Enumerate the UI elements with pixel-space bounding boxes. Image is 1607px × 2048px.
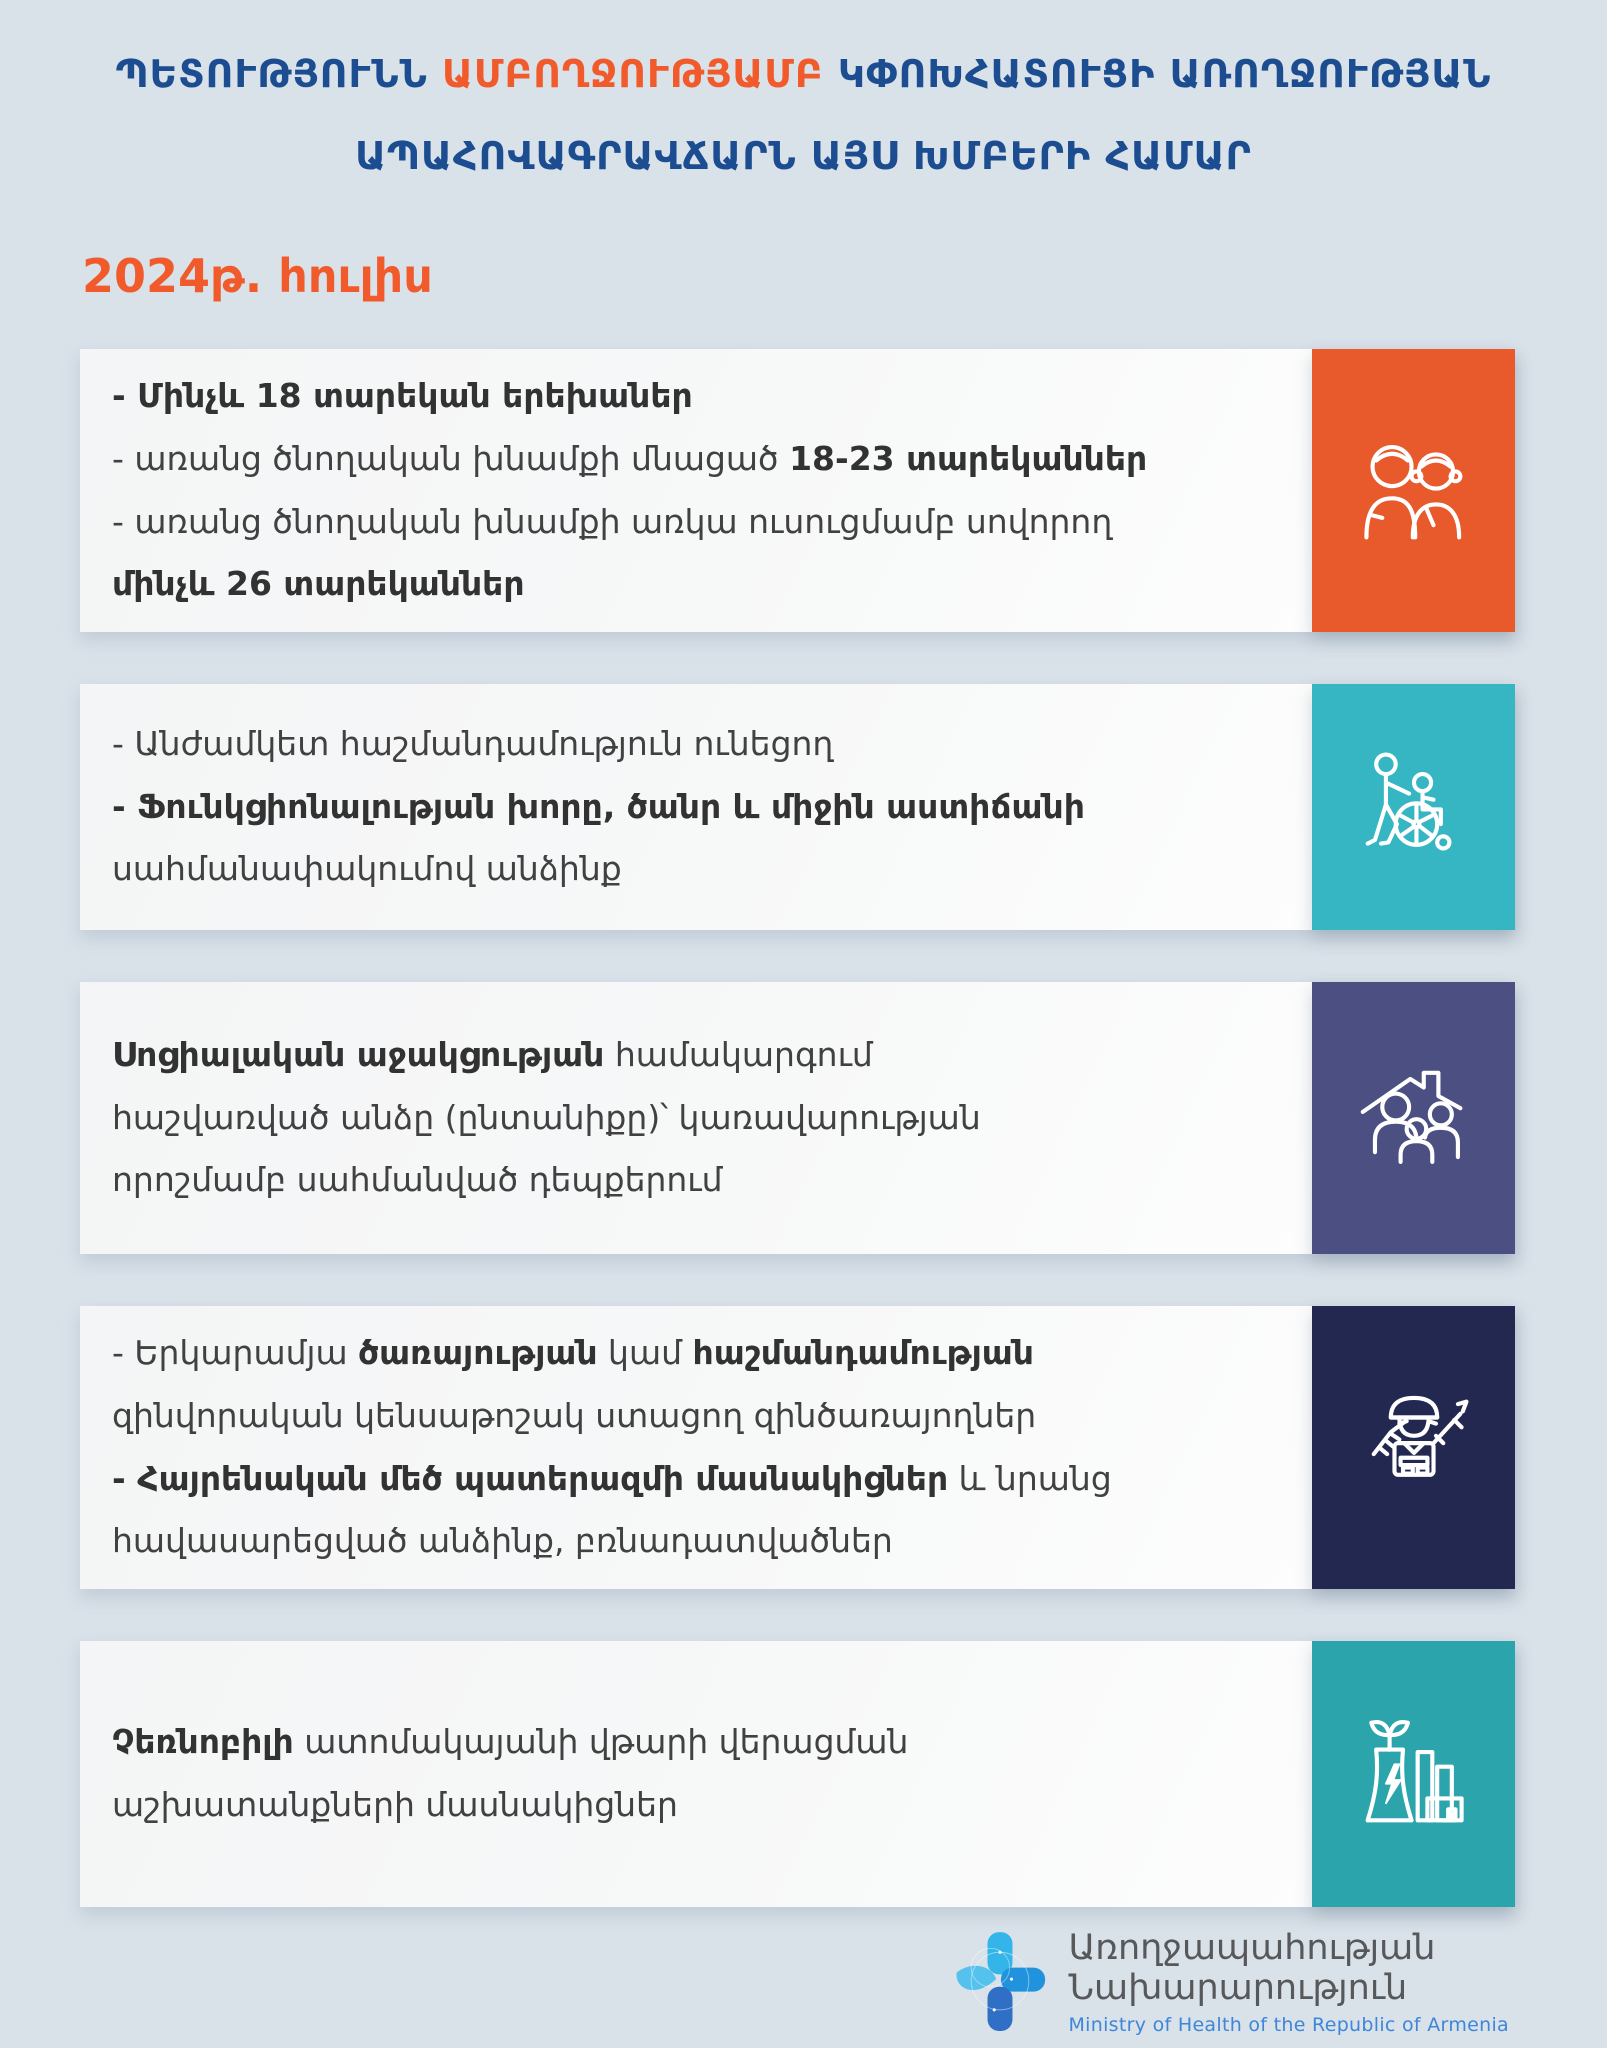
card-text-bold: Սոցիալական աջակցության (112, 1035, 605, 1075)
title-text: ԿՓՈԽՀԱՏՈՒՑԻ ԱՌՈՂՋՈՒԹՅԱՆ (823, 52, 1492, 96)
card-text: - առանց ծնողական խնամքի առկա ուսուցմամբ սովորող (112, 501, 1113, 541)
card-text: համակարգում (604, 1035, 873, 1075)
children-icon-box (1312, 349, 1515, 632)
title-line-2: ԱՊԱՀՈՎԱԳՐԱՎՃԱՐՆ ԱՅՍ ԽՄԲԵՐԻ ՀԱՄԱՐ (355, 133, 1252, 178)
eligibility-card (80, 684, 1515, 930)
card-text-bold: Ֆունկցիոնալության խորը, ծանր և միջին աստիճանի (137, 786, 1085, 826)
cards-list (80, 349, 1515, 1907)
card-text: կամ (597, 1333, 693, 1373)
card-text: աշխատանքների մասնակիցներ (112, 1784, 678, 1824)
card-text-line (112, 838, 1294, 901)
card-text: - առանց ծնողական խնամքի մնացած (112, 439, 790, 479)
ministry-name (1068, 1928, 1509, 2037)
eligibility-card (80, 349, 1515, 632)
card-text-line (112, 1024, 1294, 1087)
card-text-bold: ծառայության (358, 1333, 598, 1373)
ministry-name-line2: Նախարարություն (1068, 1967, 1408, 2008)
card-text-line (112, 1510, 1294, 1573)
card-text-bold: - (112, 1458, 138, 1498)
nuclear-plant-icon-box (1312, 1641, 1515, 1907)
card-text-line (112, 1448, 1294, 1511)
card-text-bold: Չեռնոբիլի (112, 1722, 294, 1762)
family-home-icon (1353, 1057, 1475, 1179)
date-label: 2024թ. հուլիս (82, 249, 433, 304)
card-text-line (112, 491, 1294, 554)
card-text-bold: Հայրենական մեծ պատերազմի մասնակիցներ (137, 1458, 949, 1498)
card-text-line (112, 1087, 1294, 1150)
wheelchair-icon-box (1312, 684, 1515, 930)
card-text-bold: մինչև 26 տարեկաններ (112, 564, 525, 604)
soldier-icon (1353, 1387, 1475, 1509)
card-text-area (80, 1306, 1312, 1589)
card-text-bold: 18-23 տարեկաններ (789, 439, 1148, 479)
wheelchair-icon (1353, 746, 1475, 868)
card-text: զինվորական կենսաթոշակ ստացող զինծառայողներ (112, 1395, 1037, 1435)
card-text: հավասարեցված անձինք, բռնադատվածներ (112, 1521, 893, 1561)
card-text-bold: հաշմանդամության (692, 1333, 1034, 1373)
eligibility-card (80, 982, 1515, 1254)
card-text-area (80, 982, 1312, 1254)
card-text: ատոմակայանի վթարի վերացման (293, 1722, 909, 1762)
title-line-1 (48, 34, 1559, 116)
card-text-line (112, 1322, 1294, 1385)
soldier-icon-box (1312, 1306, 1515, 1589)
card-text-bold: - Մինչև 18 տարեկան երեխաներ (112, 376, 693, 416)
ministry-name-line1: Առողջապահության (1068, 1927, 1436, 1968)
card-text: և նրանց (948, 1458, 1112, 1498)
header (0, 0, 1607, 303)
title-text: ՊԵՏՈՒԹՅՈՒՆՆ (115, 52, 442, 96)
eligibility-card (80, 1641, 1515, 1907)
children-icon (1353, 430, 1475, 552)
card-text-line (112, 1711, 1294, 1774)
page-title (48, 34, 1559, 197)
card-text: որոշմամբ սահմանված դեպքերում (112, 1160, 723, 1200)
ministry-logo-icon (952, 1929, 1048, 2035)
card-text-line (112, 428, 1294, 491)
footer (952, 1928, 1509, 2037)
card-text-line (112, 776, 1294, 839)
card-text-line (112, 365, 1294, 428)
card-text-area (80, 349, 1312, 632)
card-text-line (112, 1774, 1294, 1837)
family-home-icon-box (1312, 982, 1515, 1254)
card-text: - Անժամկետ հաշմանդամություն ունեցող (112, 724, 834, 764)
card-text-bold: - (112, 786, 138, 826)
eligibility-card (80, 1306, 1515, 1589)
ministry-name-english: Ministry of Health of the Republic of Armenia (1068, 2014, 1509, 2036)
card-text-line (112, 553, 1294, 616)
card-text-line (112, 1385, 1294, 1448)
card-text-area (80, 684, 1312, 930)
card-text: - Երկարամյա (112, 1333, 359, 1373)
nuclear-plant-icon (1353, 1713, 1475, 1835)
title-highlight: ԱՄԲՈՂՋՈՒԹՅԱՄԲ (442, 52, 824, 96)
card-text: սահմանափակումով անձինք (112, 849, 622, 889)
card-text: հաշվառված անձը (ընտանիքը)՝ կառավարության (112, 1097, 981, 1137)
card-text-line (112, 1149, 1294, 1212)
card-text-line (112, 713, 1294, 776)
card-text-area (80, 1641, 1312, 1907)
